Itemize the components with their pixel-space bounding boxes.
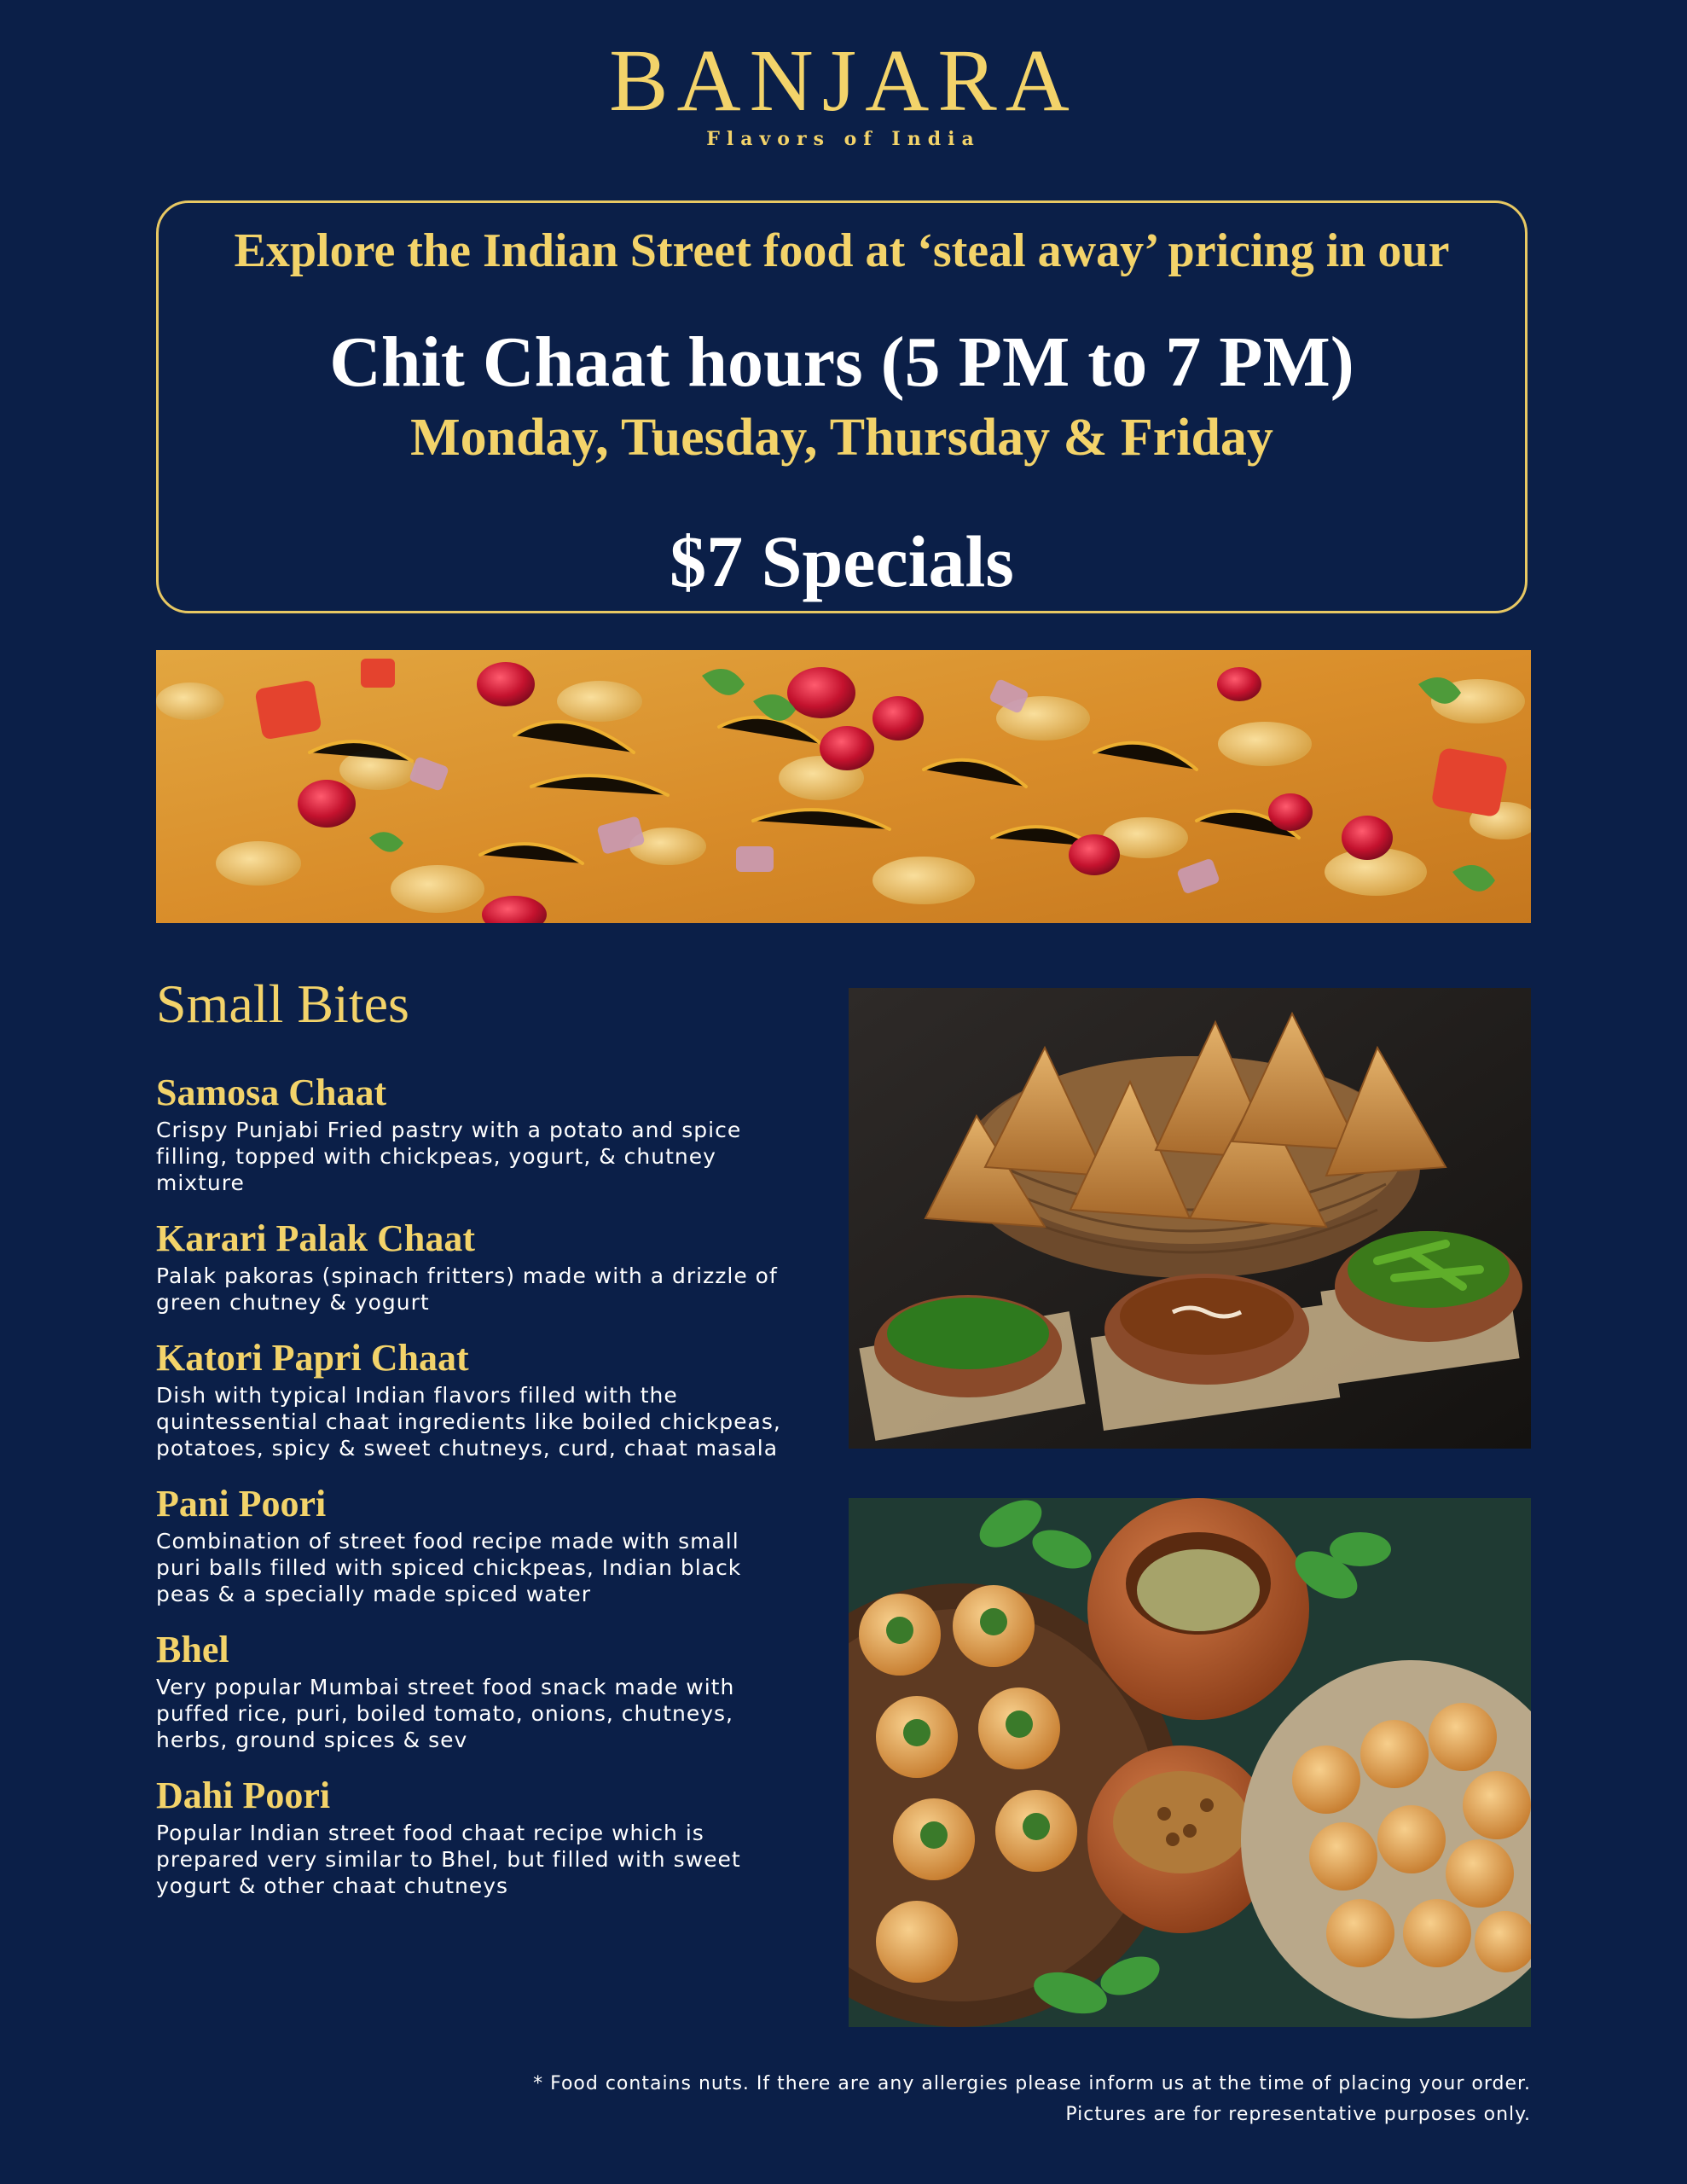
- promo-box: [156, 200, 1528, 613]
- menu-item-name: Bhel: [156, 1629, 229, 1670]
- menu-item: [156, 1217, 787, 1316]
- menu-item-name: Karari Palak Chaat: [156, 1217, 475, 1259]
- menu-item: [156, 1774, 787, 1899]
- menu-item-name: Dahi Poori: [156, 1774, 331, 1816]
- menu-item: [156, 1336, 787, 1461]
- pani-poori-photo: [849, 1498, 1531, 2027]
- menu-item-description: Dish with typical Indian flavors filled with the quintessential chaat ingredients like boiled chickpeas, potatoes, spicy & sweet chutneys, curd, chaat masala: [156, 1383, 781, 1461]
- restaurant-name: BANJARA: [609, 32, 1078, 130]
- menu-item-description: Crispy Punjabi Fried pastry with a potato and spice filling, topped with chickpeas, yogurt, & chutney mixture: [156, 1118, 742, 1195]
- menu-item-description: Combination of street food recipe made with small puri balls filled with spiced chickpeas, Indian black peas & a specially made spiced water: [156, 1529, 742, 1606]
- menu-item: [156, 1482, 787, 1607]
- menu-item-name: Samosa Chaat: [156, 1072, 387, 1113]
- restaurant-tagline: Flavors of India: [706, 128, 981, 150]
- promo-hours: Chit Chaat hours (5 PM to 7 PM): [329, 322, 1354, 402]
- allergy-footer: [533, 2069, 1531, 2130]
- chaat-banner-image: [156, 650, 1531, 923]
- allergy-note: * Food contains nuts. If there are any allergies please inform us at the time of placing your order.: [533, 2073, 1531, 2094]
- menu-list: [156, 1071, 787, 1920]
- promo-days: Monday, Tuesday, Thursday & Friday: [410, 409, 1273, 467]
- section-title-small-bites: Small Bites: [156, 973, 409, 1034]
- samosa-photo: [849, 988, 1531, 1449]
- restaurant-header: [0, 34, 1687, 150]
- menu-item-description: Popular Indian street food chaat recipe which is prepared very similar to Bhel, but filled with sweet yogurt & other chaat chutneys: [156, 1821, 741, 1898]
- menu-item: [156, 1071, 787, 1196]
- menu-item-description: Very popular Mumbai street food snack made with puffed rice, puri, boiled tomato, onions, chutneys, herbs, ground spices & sev: [156, 1675, 735, 1752]
- pictures-disclaimer: Pictures are for representative purposes only.: [1065, 2104, 1531, 2125]
- menu-item-name: Katori Papri Chaat: [156, 1337, 469, 1379]
- promo-price: $7 Specials: [670, 520, 1014, 602]
- menu-item-description: Palak pakoras (spinach fritters) made with a drizzle of green chutney & yogurt: [156, 1263, 778, 1315]
- menu-item-name: Pani Poori: [156, 1483, 327, 1525]
- menu-item: [156, 1628, 787, 1753]
- promo-intro: Explore the Indian Street food at ‘steal away’ pricing in our: [234, 224, 1450, 277]
